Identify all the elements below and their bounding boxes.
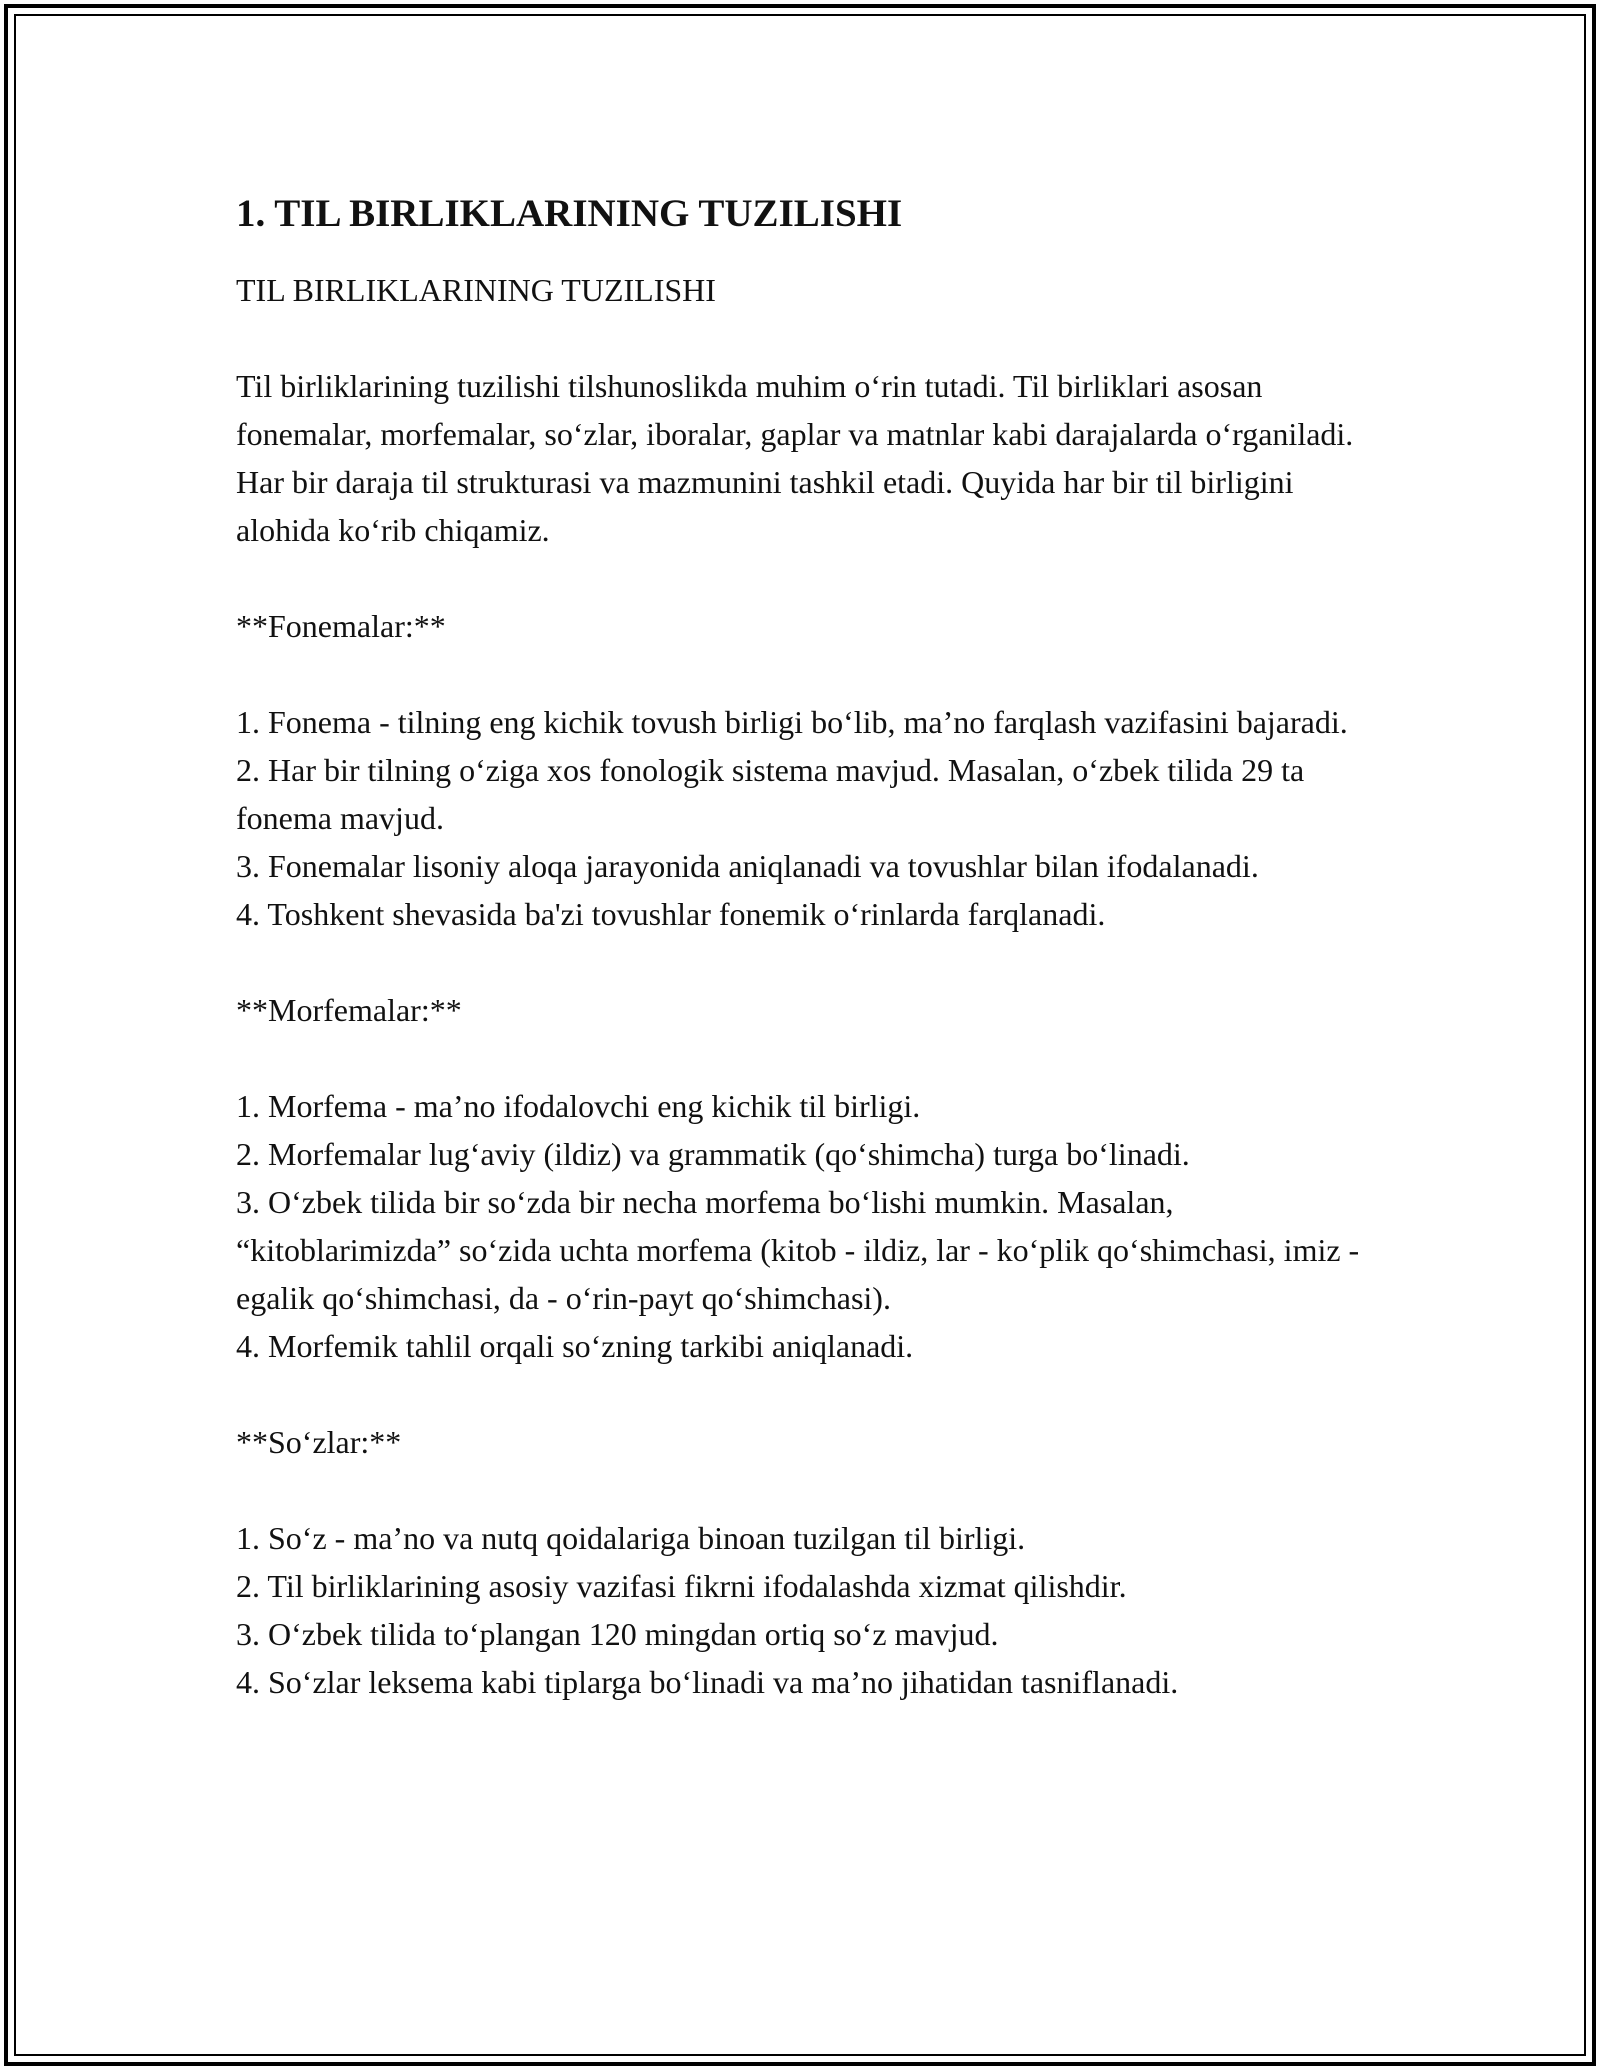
section-morfemalar xyxy=(236,986,1366,1370)
section-list xyxy=(236,698,1366,938)
list-item: 4. Morfemik tahlil orqali so‘zning tarkibi aniqlanadi. xyxy=(236,1328,914,1364)
list-item: 2. Har bir tilning o‘ziga xos fonologik sistema mavjud. Masalan, o‘zbek tilida 29 ta fonema mavjud. xyxy=(236,752,1305,836)
section-list xyxy=(236,1514,1366,1706)
list-item: 4. Toshkent shevasida ba'zi tovushlar fonemik o‘rinlarda farqlanadi. xyxy=(236,896,1106,932)
document-body xyxy=(236,190,1366,1754)
section-heading: **Fonemalar:** xyxy=(236,608,446,644)
list-item: 1. So‘z - ma’no va nutq qoidalariga binoan tuzilgan til birligi. xyxy=(236,1520,1026,1556)
list-item: 3. Fonemalar lisoniy aloqa jarayonida aniqlanadi va tovushlar bilan ifodalanadi. xyxy=(236,848,1259,884)
list-item: 2. Morfemalar lug‘aviy (ildiz) va grammatik (qo‘shimcha) turga bo‘linadi. xyxy=(236,1136,1190,1172)
section-list xyxy=(236,1082,1366,1370)
section-heading: **So‘zlar:** xyxy=(236,1424,402,1460)
list-item: 1. Morfema - ma’no ifodalovchi eng kichik til birligi. xyxy=(236,1088,921,1124)
document-subtitle: TIL BIRLIKLARINING TUZILISHI xyxy=(236,272,716,308)
list-item: 4. So‘zlar leksema kabi tiplarga bo‘linadi va ma’no jihatidan tasniflanadi. xyxy=(236,1664,1179,1700)
list-item: 1. Fonema - tilning eng kichik tovush birligi bo‘lib, ma’no farqlash vazifasini bajaradi. xyxy=(236,704,1348,740)
section-fonemalar xyxy=(236,602,1366,938)
intro-paragraph: Til birliklarining tuzilishi tilshunoslikda muhim o‘rin tutadi. Til birliklari asosan fonemalar, morfemalar, so‘zlar, iboralar, gaplar va matnlar kabi darajalarda o‘rganiladi. Har bir daraja til strukturasi va mazmunini tashkil etadi. Quyida har bir til birligini alohida ko‘rib chiqamiz. xyxy=(236,368,1354,548)
list-item: 2. Til birliklarining asosiy vazifasi fikrni ifodalashda xizmat qilishdir. xyxy=(236,1568,1127,1604)
section-sozlar xyxy=(236,1418,1366,1706)
document-title: 1. TIL BIRLIKLARINING TUZILISHI xyxy=(236,192,903,235)
section-heading: **Morfemalar:** xyxy=(236,992,462,1028)
list-item: 3. O‘zbek tilida to‘plangan 120 mingdan ortiq so‘z mavjud. xyxy=(236,1616,999,1652)
list-item: 3. O‘zbek tilida bir so‘zda bir necha morfema bo‘lishi mumkin. Masalan, “kitoblarimizda” so‘zida uchta morfema (kitob - ildiz, lar - ko‘plik qo‘shimchasi, imiz - egalik qo‘shimchasi, da - o‘rin-payt qo‘shimchasi). xyxy=(236,1184,1360,1316)
